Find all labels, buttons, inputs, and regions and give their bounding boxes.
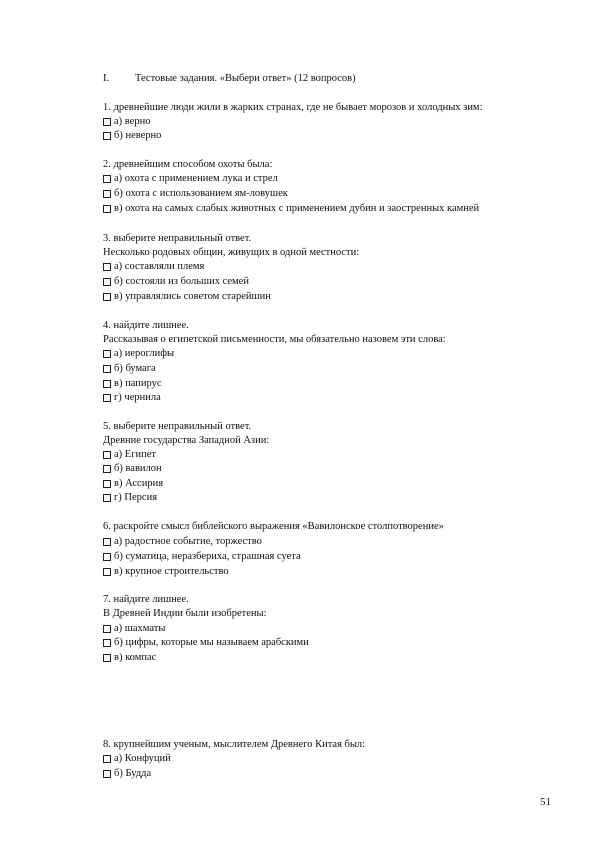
section-number: I. [103, 73, 110, 84]
question-6-option-b[interactable] [103, 550, 301, 563]
question-5-option-b[interactable] [103, 462, 162, 475]
question-3-subtext: Несколько родовых общин, живущих в одной местности: [103, 247, 360, 258]
option-label: в) охота на самых слабых животных с применением дубин и заостренных камней [114, 203, 480, 214]
option-label: г) чернила [114, 392, 161, 403]
question-6-text: 6. раскройте смысл библейского выражения «Вавилонское столпотворение» [103, 521, 444, 532]
question-2-option-a[interactable] [103, 172, 278, 185]
option-label: б) охота с использованием ям-ловушек [114, 188, 288, 199]
question-2-text: 2. древнейшим способом охоты была: [103, 159, 273, 170]
question-4-subtext: Рассказывая о египетской письменности, мы обязательно назовем эти слова: [103, 334, 446, 345]
option-label: а) Конфуций [114, 753, 171, 764]
option-label: а) шахматы [114, 623, 166, 634]
checkbox[interactable] [103, 538, 111, 546]
checkbox[interactable] [103, 365, 111, 373]
question-3-text: 3. выберите неправильный ответ. [103, 233, 252, 244]
option-label: г) Персия [114, 492, 158, 503]
section-title: Тестовые задания. «Выбери ответ» (12 вопросов) [135, 73, 356, 84]
checkbox[interactable] [103, 625, 111, 633]
checkbox[interactable] [103, 553, 111, 561]
option-label: б) неверно [114, 130, 162, 141]
option-label: а) составляли племя [114, 261, 205, 272]
question-3-option-a[interactable] [103, 260, 204, 273]
option-label: в) управлялись советом старейшин [114, 291, 271, 302]
checkbox[interactable] [103, 494, 111, 502]
option-label: б) цифры, которые мы называем арабскими [114, 637, 309, 648]
checkbox[interactable] [103, 451, 111, 459]
question-7-option-b[interactable] [103, 636, 309, 649]
option-label: а) иероглифы [114, 348, 175, 359]
checkbox[interactable] [103, 205, 111, 213]
page-number: 51 [540, 796, 551, 808]
question-8-text: 8. крупнейшим ученым, мыслителем Древнего Китая был: [103, 739, 366, 750]
option-label: б) бумага [114, 363, 156, 374]
checkbox[interactable] [103, 639, 111, 647]
question-4-option-b[interactable] [103, 362, 156, 375]
checkbox[interactable] [103, 190, 111, 198]
question-8-option-b[interactable] [103, 767, 151, 780]
option-label: в) крупное строительство [114, 566, 229, 577]
checkbox[interactable] [103, 380, 111, 388]
checkbox[interactable] [103, 465, 111, 473]
question-6-option-c[interactable] [103, 565, 229, 578]
question-1-option-b[interactable] [103, 129, 161, 142]
section-header [103, 72, 356, 85]
question-7-option-c[interactable] [103, 651, 156, 664]
checkbox[interactable] [103, 480, 111, 488]
checkbox[interactable] [103, 755, 111, 763]
checkbox[interactable] [103, 568, 111, 576]
question-5-option-a[interactable] [103, 448, 156, 461]
question-7-subtext: В Древней Индии были изобретены: [103, 608, 267, 619]
checkbox[interactable] [103, 175, 111, 183]
question-3-option-c[interactable] [103, 290, 271, 303]
option-label: б) Будда [114, 768, 152, 779]
option-label: б) вавилон [114, 463, 162, 474]
question-5-subtext: Древние государства Западной Азии: [103, 435, 270, 446]
checkbox[interactable] [103, 278, 111, 286]
checkbox[interactable] [103, 293, 111, 301]
option-label: в) компас [114, 652, 157, 663]
option-label: а) радостное событие, торжество [114, 536, 262, 547]
question-6-option-a[interactable] [103, 535, 262, 548]
question-5-option-c[interactable] [103, 477, 163, 490]
question-4-option-c[interactable] [103, 377, 161, 390]
question-5-text: 5. выберите неправильный ответ. [103, 421, 252, 432]
option-label: в) папирус [114, 378, 162, 389]
checkbox[interactable] [103, 350, 111, 358]
question-8-option-a[interactable] [103, 752, 171, 765]
question-2-option-b[interactable] [103, 187, 288, 200]
option-label: б) состояли из больших семей [114, 276, 249, 287]
question-2-option-c[interactable] [103, 202, 479, 215]
checkbox[interactable] [103, 394, 111, 402]
option-label: а) охота с применением лука и стрел [114, 173, 278, 184]
question-4-option-d[interactable] [103, 391, 161, 404]
question-7-text: 7. найдите лишнее. [103, 594, 189, 605]
option-label: в) Ассирия [114, 478, 164, 489]
question-5-option-d[interactable] [103, 491, 157, 504]
question-3-option-b[interactable] [103, 275, 249, 288]
checkbox[interactable] [103, 132, 111, 140]
checkbox[interactable] [103, 263, 111, 271]
question-4-option-a[interactable] [103, 347, 174, 360]
checkbox[interactable] [103, 770, 111, 778]
checkbox[interactable] [103, 118, 111, 126]
option-label: а) верно [114, 116, 151, 127]
question-1-option-a[interactable] [103, 115, 150, 128]
question-4-text: 4. найдите лишнее. [103, 320, 189, 331]
question-7-option-a[interactable] [103, 622, 165, 635]
checkbox[interactable] [103, 654, 111, 662]
option-label: б) суматица, неразбериха, страшная суета [114, 551, 301, 562]
option-label: а) Египет [114, 449, 156, 460]
question-1-text: 1. древнейшие люди жили в жарких странах, где не бывает морозов и холодных зим: [103, 102, 483, 113]
